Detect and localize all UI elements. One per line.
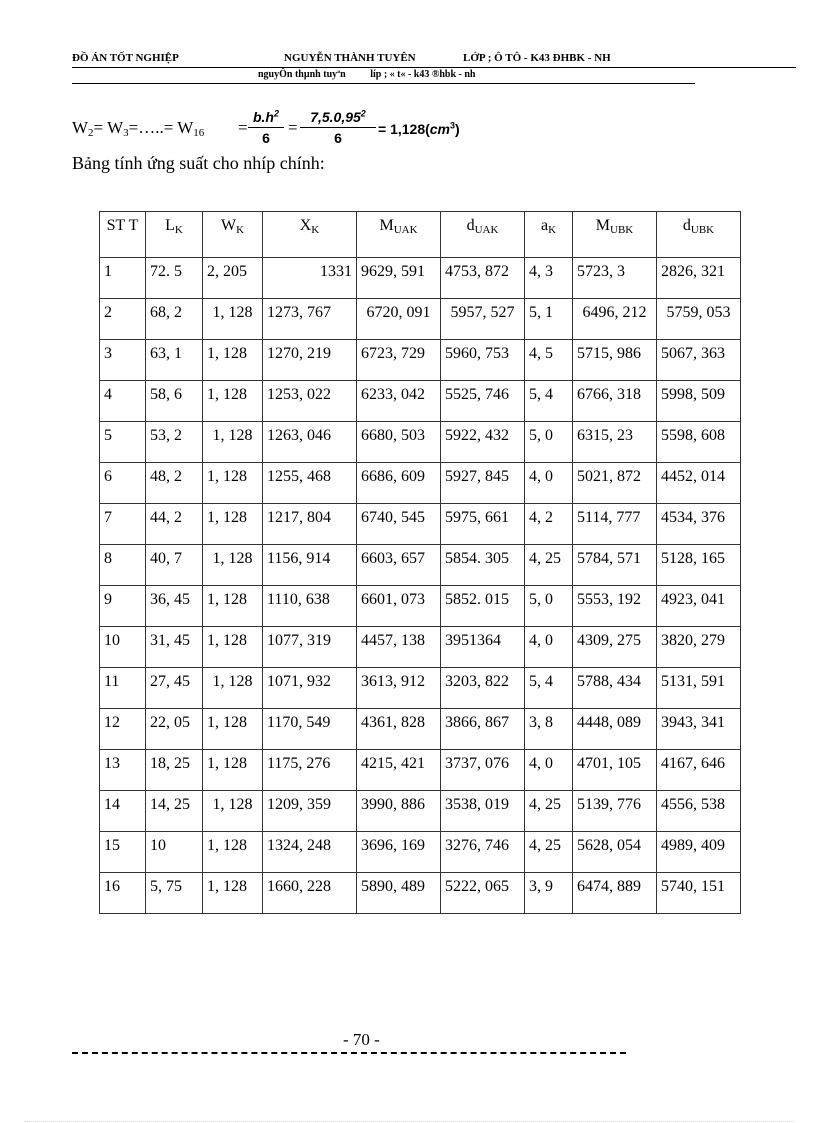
- cell-lk: 68, 2: [146, 299, 203, 340]
- cell-ak: 5, 4: [525, 381, 573, 422]
- header-cell-xk: $X_K$: [263, 212, 357, 258]
- cell-muak: 5890, 489: [357, 873, 441, 914]
- stress-table: [99, 211, 741, 914]
- cell-mubk: 6766, 318: [573, 381, 657, 422]
- table-row: [100, 832, 741, 873]
- cell-muak: 3990, 886: [357, 791, 441, 832]
- cell-dubk: 4989, 409: [657, 832, 741, 873]
- cell-duak: 3276, 746: [441, 832, 525, 873]
- cell-xk: 1175, 276: [263, 750, 357, 791]
- table-row: [100, 668, 741, 709]
- header-sub-class: líp ; « t« - k43 ®hbk - nh: [370, 69, 476, 80]
- cell-xk: 1255, 468: [263, 463, 357, 504]
- table-caption: Bảng tính ứng suất cho nhíp chính:: [72, 153, 325, 173]
- cell-dubk: 5759, 053: [657, 299, 741, 340]
- cell-stt: 5: [100, 422, 146, 463]
- cell-dubk: 4923, 041: [657, 586, 741, 627]
- cell-dubk: 3820, 279: [657, 627, 741, 668]
- cell-mubk: 6496, 212: [573, 299, 657, 340]
- cell-wk: 1, 128: [203, 873, 263, 914]
- header-cell-lk: $L_K$: [146, 212, 203, 258]
- cell-ak: 4, 3: [525, 258, 573, 299]
- cell-muak: 9629, 591: [357, 258, 441, 299]
- cell-wk: 1, 128: [203, 504, 263, 545]
- cell-ak: 4, 25: [525, 791, 573, 832]
- header-cell-dubk: $d_{UBK}$: [657, 212, 741, 258]
- cell-stt: 14: [100, 791, 146, 832]
- page-header: [72, 52, 732, 68]
- cell-stt: 15: [100, 832, 146, 873]
- formula-result: = $1,128(cm^3)$: [378, 120, 460, 137]
- cell-mubk: 5715, 986: [573, 340, 657, 381]
- cell-ak: 5, 1: [525, 299, 573, 340]
- cell-muak: 4457, 138: [357, 627, 441, 668]
- cell-mubk: 4309, 275: [573, 627, 657, 668]
- cell-duak: 5927, 845: [441, 463, 525, 504]
- cell-stt: 6: [100, 463, 146, 504]
- formula-equals: =: [238, 118, 248, 137]
- table-row: [100, 422, 741, 463]
- cell-dubk: 2826, 321: [657, 258, 741, 299]
- footer-rule: [72, 1052, 626, 1054]
- table-row: [100, 504, 741, 545]
- table-header: [100, 212, 741, 258]
- header-cell-ak: $a_K$: [525, 212, 573, 258]
- cell-duak: 5854. 305: [441, 545, 525, 586]
- cell-stt: 4: [100, 381, 146, 422]
- cell-muak: 6233, 042: [357, 381, 441, 422]
- table-row: [100, 791, 741, 832]
- header-cell-stt: ST T: [100, 212, 146, 258]
- cell-xk: 1071, 932: [263, 668, 357, 709]
- cell-wk: 1, 128: [203, 832, 263, 873]
- cell-dubk: 5067, 363: [657, 340, 741, 381]
- cell-wk: 1, 128: [203, 791, 263, 832]
- cell-lk: 48, 2: [146, 463, 203, 504]
- cell-muak: 6720, 091: [357, 299, 441, 340]
- cell-wk: 1, 128: [203, 709, 263, 750]
- cell-xk: 1324, 248: [263, 832, 357, 873]
- cell-duak: 5222, 065: [441, 873, 525, 914]
- cell-mubk: 5021, 872: [573, 463, 657, 504]
- cell-dubk: 4534, 376: [657, 504, 741, 545]
- cell-xk: 1209, 359: [263, 791, 357, 832]
- cell-ak: 4, 0: [525, 750, 573, 791]
- section-modulus-formula: [72, 108, 672, 158]
- cell-wk: 1, 128: [203, 668, 263, 709]
- cell-dubk: 5128, 165: [657, 545, 741, 586]
- cell-mubk: 5628, 054: [573, 832, 657, 873]
- header-class: LỚP ; Ô TÔ - K43 ĐHBK - NH: [463, 52, 611, 64]
- cell-wk: 2, 205: [203, 258, 263, 299]
- cell-duak: 3203, 822: [441, 668, 525, 709]
- cell-lk: 27, 45: [146, 668, 203, 709]
- cell-lk: 10: [146, 832, 203, 873]
- cell-wk: 1, 128: [203, 299, 263, 340]
- cell-dubk: 3943, 341: [657, 709, 741, 750]
- cell-stt: 7: [100, 504, 146, 545]
- cell-ak: 5, 0: [525, 586, 573, 627]
- cell-mubk: 5788, 434: [573, 668, 657, 709]
- cell-xk: 1253, 022: [263, 381, 357, 422]
- cell-muak: 6680, 503: [357, 422, 441, 463]
- cell-wk: 1, 128: [203, 586, 263, 627]
- cell-lk: 53, 2: [146, 422, 203, 463]
- cell-mubk: 6315, 23: [573, 422, 657, 463]
- table-row: [100, 299, 741, 340]
- cell-lk: 40, 7: [146, 545, 203, 586]
- header-author: NGUYỄN THÀNH TUYÊN: [284, 52, 416, 64]
- cell-wk: 1, 128: [203, 340, 263, 381]
- cell-duak: 5922, 432: [441, 422, 525, 463]
- cell-mubk: 5114, 777: [573, 504, 657, 545]
- cell-muak: 3696, 169: [357, 832, 441, 873]
- cell-xk: 1077, 319: [263, 627, 357, 668]
- cell-lk: 36, 45: [146, 586, 203, 627]
- cell-stt: 13: [100, 750, 146, 791]
- cell-muak: 6740, 545: [357, 504, 441, 545]
- table-row: [100, 381, 741, 422]
- cell-stt: 1: [100, 258, 146, 299]
- table-row: [100, 340, 741, 381]
- cell-lk: 14, 25: [146, 791, 203, 832]
- cell-duak: 5957, 527: [441, 299, 525, 340]
- cell-xk: 1660, 228: [263, 873, 357, 914]
- cell-ak: 5, 4: [525, 668, 573, 709]
- header-cell-duak: $d_{UAK}$: [441, 212, 525, 258]
- cell-xk: 1156, 914: [263, 545, 357, 586]
- table-row: [100, 709, 741, 750]
- cell-xk: 1263, 046: [263, 422, 357, 463]
- cell-xk: 1331: [263, 258, 357, 299]
- cell-stt: 2: [100, 299, 146, 340]
- cell-mubk: 5553, 192: [573, 586, 657, 627]
- table-row: [100, 258, 741, 299]
- page-edge: [24, 1121, 794, 1122]
- cell-duak: 5525, 746: [441, 381, 525, 422]
- cell-duak: 4753, 872: [441, 258, 525, 299]
- cell-stt: 11: [100, 668, 146, 709]
- header-cell-wk: $W_K$: [203, 212, 263, 258]
- cell-muak: 4361, 828: [357, 709, 441, 750]
- header-cell-mubk: $M_{UBK}$: [573, 212, 657, 258]
- header-project-title: ĐỒ ÁN TỐT NGHIỆP: [72, 52, 179, 64]
- cell-dubk: 4452, 014: [657, 463, 741, 504]
- cell-stt: 3: [100, 340, 146, 381]
- table-row: [100, 873, 741, 914]
- cell-xk: 1170, 549: [263, 709, 357, 750]
- cell-mubk: 5139, 776: [573, 791, 657, 832]
- table-row: [100, 545, 741, 586]
- cell-lk: 5, 75: [146, 873, 203, 914]
- cell-muak: 4215, 421: [357, 750, 441, 791]
- cell-ak: 5, 0: [525, 422, 573, 463]
- header-cell-muak: $M_{UAK}$: [357, 212, 441, 258]
- cell-dubk: 4556, 538: [657, 791, 741, 832]
- cell-muak: 6723, 729: [357, 340, 441, 381]
- table-row: [100, 750, 741, 791]
- formula-equals-2: =: [288, 118, 298, 137]
- cell-wk: 1, 128: [203, 422, 263, 463]
- cell-duak: 5960, 753: [441, 340, 525, 381]
- cell-dubk: 4167, 646: [657, 750, 741, 791]
- table-row: [100, 463, 741, 504]
- page-number: - 70 -: [343, 1030, 380, 1049]
- cell-muak: 6603, 657: [357, 545, 441, 586]
- cell-xk: 1110, 638: [263, 586, 357, 627]
- cell-muak: 6686, 609: [357, 463, 441, 504]
- cell-mubk: 4701, 105: [573, 750, 657, 791]
- cell-dubk: 5598, 608: [657, 422, 741, 463]
- cell-duak: 3737, 076: [441, 750, 525, 791]
- cell-xk: 1217, 804: [263, 504, 357, 545]
- cell-stt: 10: [100, 627, 146, 668]
- cell-duak: 3866, 867: [441, 709, 525, 750]
- cell-duak: 5975, 661: [441, 504, 525, 545]
- formula-lhs: $W_2=$ $W_3=\dots..= W_{16}$: [72, 118, 205, 139]
- cell-ak: 4, 25: [525, 832, 573, 873]
- cell-wk: 1, 128: [203, 463, 263, 504]
- cell-duak: 3538, 019: [441, 791, 525, 832]
- cell-xk: 1273, 767: [263, 299, 357, 340]
- cell-muak: 6601, 073: [357, 586, 441, 627]
- cell-wk: 1, 128: [203, 381, 263, 422]
- cell-duak: 5852. 015: [441, 586, 525, 627]
- cell-lk: 31, 45: [146, 627, 203, 668]
- cell-lk: 18, 25: [146, 750, 203, 791]
- cell-mubk: 5723, 3: [573, 258, 657, 299]
- cell-ak: 4, 5: [525, 340, 573, 381]
- cell-lk: 22, 05: [146, 709, 203, 750]
- cell-mubk: 4448, 089: [573, 709, 657, 750]
- cell-ak: 4, 2: [525, 504, 573, 545]
- table-row: [100, 627, 741, 668]
- header-sub-author: nguyÔn thµnh tuyªn: [258, 69, 346, 80]
- cell-stt: 12: [100, 709, 146, 750]
- header-subrule: [72, 83, 695, 84]
- cell-dubk: 5131, 591: [657, 668, 741, 709]
- cell-ak: 3, 8: [525, 709, 573, 750]
- cell-dubk: 5998, 509: [657, 381, 741, 422]
- cell-ak: 4, 0: [525, 627, 573, 668]
- cell-lk: 44, 2: [146, 504, 203, 545]
- cell-muak: 3613, 912: [357, 668, 441, 709]
- formula-fraction-numeric: 7,5.0,95$^2$ 6: [300, 108, 376, 147]
- cell-wk: 1, 128: [203, 750, 263, 791]
- cell-xk: 1270, 219: [263, 340, 357, 381]
- formula-fraction-symbolic: $b.h^2$ 6: [248, 108, 284, 147]
- cell-stt: 8: [100, 545, 146, 586]
- cell-mubk: 6474, 889: [573, 873, 657, 914]
- cell-stt: 16: [100, 873, 146, 914]
- cell-wk: 1, 128: [203, 545, 263, 586]
- cell-dubk: 5740, 151: [657, 873, 741, 914]
- table-row: [100, 586, 741, 627]
- cell-wk: 1, 128: [203, 627, 263, 668]
- table-body: [100, 258, 741, 914]
- cell-ak: 4, 25: [525, 545, 573, 586]
- cell-lk: 58, 6: [146, 381, 203, 422]
- cell-ak: 3, 9: [525, 873, 573, 914]
- cell-ak: 4, 0: [525, 463, 573, 504]
- header-rule: [72, 67, 796, 68]
- cell-duak: 3951364: [441, 627, 525, 668]
- header-subline: [258, 69, 475, 80]
- cell-mubk: 5784, 571: [573, 545, 657, 586]
- table-header-row: [100, 212, 741, 258]
- cell-stt: 9: [100, 586, 146, 627]
- cell-lk: 72. 5: [146, 258, 203, 299]
- cell-lk: 63, 1: [146, 340, 203, 381]
